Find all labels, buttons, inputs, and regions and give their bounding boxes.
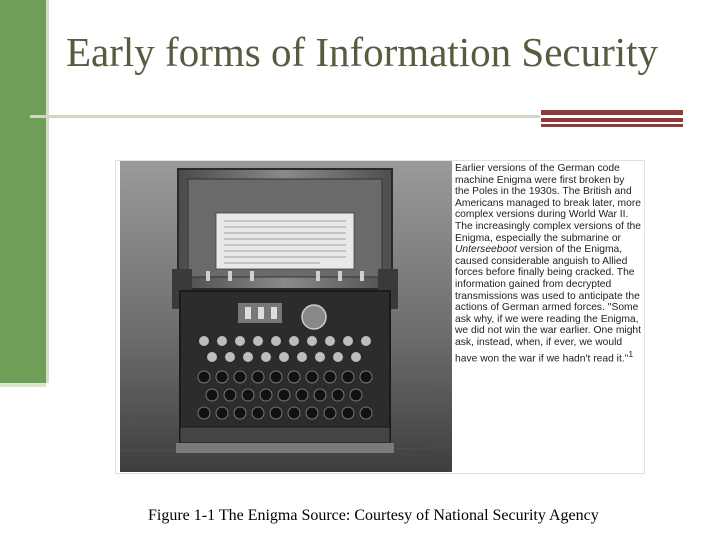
title-rule-accent-1 xyxy=(541,110,683,115)
title-rule-accent-2 xyxy=(541,118,683,122)
enigma-description-footnote-mark: 1 xyxy=(628,348,634,359)
enigma-machine-photo xyxy=(120,161,452,472)
enigma-description-emphasis: Unterseeboot xyxy=(455,244,517,256)
enigma-description-part-2: version of the Enigma, caused considerable anguish to Allied forces before finally being cracked. The information gained from decrypted transmissions was used to anticipate the actions of German armed forces. "Some ask why, if we were reading the Enigma, we did not win the war earlier. One might ask, instead, when, if ever, we would have won the war if we hadn't read it." xyxy=(455,244,642,364)
enigma-description xyxy=(455,163,641,365)
figure-caption: Figure 1-1 The Enigma Source: Courtesy of National Security Agency xyxy=(148,507,599,524)
title-rule-accent-3 xyxy=(541,124,683,127)
left-accent-bar-shadow xyxy=(46,0,49,383)
title-rule xyxy=(30,115,540,118)
enigma-description-part-1: Earlier versions of the German code machine Enigma were first broken by the Poles in the 1930s. The British and Americans managed to break later, more complex versions during World War II. The increasingly complex versions of the Enigma, especially the submarine or xyxy=(455,163,642,244)
left-accent-bar xyxy=(0,0,46,383)
enigma-figure xyxy=(115,160,645,474)
left-accent-bar-lower xyxy=(0,383,46,387)
slide-title: Early forms of Information Security xyxy=(66,29,659,75)
